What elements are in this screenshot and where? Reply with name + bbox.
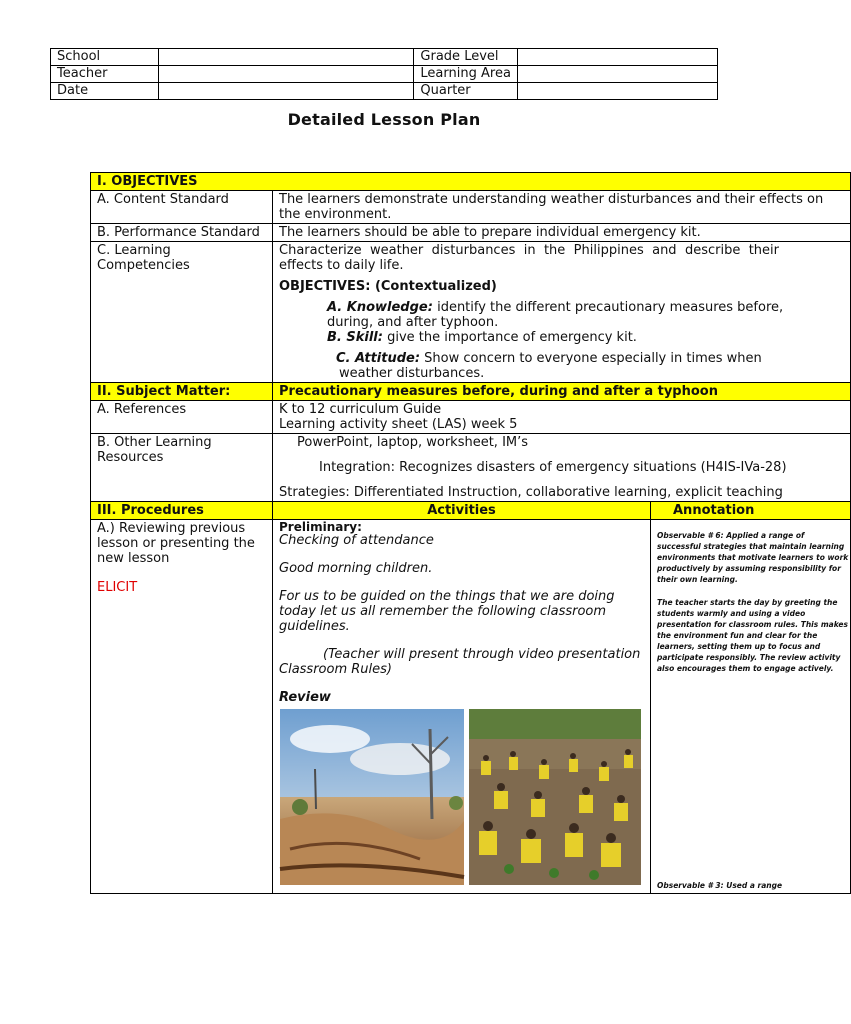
lesson-plan-table-wrap	[90, 172, 849, 947]
other-resources-cell	[273, 434, 851, 502]
activities-heading: Activities	[273, 502, 651, 520]
objectives-heading: I. OBJECTIVES	[91, 173, 851, 191]
contextualized-heading: OBJECTIVES: (Contextualized)	[279, 279, 497, 294]
date-label: Date	[51, 83, 159, 100]
subject-matter-heading: II. Subject Matter:	[91, 383, 273, 401]
knowledge-label: A. Knowledge:	[327, 300, 433, 315]
references-cell	[273, 401, 851, 434]
annotation-description: The teacher starts the day by greeting the students warmly and using a video presentation for classroom rules. This makes the environment fun and clear for the learners, setting them up to focus and participate responsibly. The review activity also encourages them to engage actively.	[657, 598, 848, 673]
grade-level-label: Grade Level	[414, 49, 518, 66]
skill-label: B. Skill:	[327, 330, 383, 345]
drought-landscape-image	[280, 709, 464, 885]
procedure-step-cell	[91, 520, 273, 894]
learning-area-label: Learning Area	[414, 66, 518, 83]
quarter-value[interactable]	[518, 83, 718, 100]
learning-competencies-text: Characterize weather disturbances in the Philippines and describe their effects to daily life.	[279, 243, 779, 273]
review-images	[279, 709, 642, 885]
tree-planting-image	[469, 709, 641, 885]
school-value[interactable]	[158, 49, 414, 66]
subject-matter-topic: Precautionary measures before, during and after a typhoon	[273, 383, 851, 401]
teacher-value[interactable]	[158, 66, 414, 83]
teacher-label: Teacher	[51, 66, 159, 83]
learning-area-value[interactable]	[518, 66, 718, 83]
attitude-objective	[279, 351, 844, 366]
quarter-label: Quarter	[414, 83, 518, 100]
attitude-continuation: weather disturbances.	[339, 366, 485, 381]
integration-text: Integration: Recognizes disasters of emergency situations (H4IS-IVa-28)	[319, 460, 787, 475]
procedures-heading: III. Procedures	[91, 502, 273, 520]
procedure-step-label: A.) Reviewing previous lesson or presenting the new lesson	[97, 521, 255, 566]
activities-cell	[273, 520, 651, 894]
school-label: School	[51, 49, 159, 66]
header-info-table	[50, 48, 718, 100]
guidelines-text: For us to be guided on the things that we are doing today let us all remember the following classroom guidelines.	[279, 589, 615, 634]
attendance-text: Checking of attendance	[279, 533, 434, 548]
teacher-note-text: (Teacher will present through video presentation Classroom Rules)	[279, 647, 641, 677]
document-title: Detailed Lesson Plan	[287, 110, 481, 129]
performance-standard-text: The learners should be able to prepare individual emergency kit.	[273, 224, 851, 242]
other-resources-label: B. Other Learning Resources	[91, 434, 273, 502]
performance-standard-label: B. Performance Standard	[91, 224, 273, 242]
skill-text: give the importance of emergency kit.	[387, 330, 637, 345]
lesson-plan-table	[90, 172, 851, 894]
annotation-observable-3: Observable # 3: Used a range	[657, 881, 783, 890]
content-standard-label: A. Content Standard	[91, 191, 273, 224]
annotation-heading: Annotation	[651, 502, 851, 520]
attitude-text: Show concern to everyone especially in times when	[424, 351, 762, 366]
strategies-text: Strategies: Differentiated Instruction, collaborative learning, explicit teaching	[279, 485, 783, 500]
review-label: Review	[279, 690, 331, 705]
date-value[interactable]	[158, 83, 414, 100]
content-standard-text: The learners demonstrate understanding weather disturbances and their effects on the environment.	[273, 191, 851, 224]
annotation-cell	[651, 520, 851, 894]
materials-text: PowerPoint, laptop, worksheet, IM’s	[297, 435, 529, 450]
attitude-label: C. Attitude:	[336, 351, 421, 366]
greeting-text: Good morning children.	[279, 561, 433, 576]
reference-item: Learning activity sheet (LAS) week 5	[279, 417, 518, 432]
grade-level-value[interactable]	[518, 49, 718, 66]
learning-competencies-cell	[273, 242, 851, 383]
preliminary-label: Preliminary:	[279, 520, 362, 534]
elicit-tag: ELICIT	[97, 580, 138, 595]
knowledge-objective	[279, 300, 827, 330]
reference-item: K to 12 curriculum Guide	[279, 402, 442, 417]
references-label: A. References	[91, 401, 273, 434]
annotation-observable-6: Observable # 6: Applied a range of successful strategies that maintain learning environments that motivate learners to work productively by assuming responsibility for their own learning.	[657, 531, 849, 584]
knowledge-text: identify the different precautionary measures before, during, and after typhoon.	[327, 300, 784, 330]
learning-competencies-label: C. Learning Competencies	[91, 242, 273, 383]
skill-objective	[279, 330, 844, 345]
